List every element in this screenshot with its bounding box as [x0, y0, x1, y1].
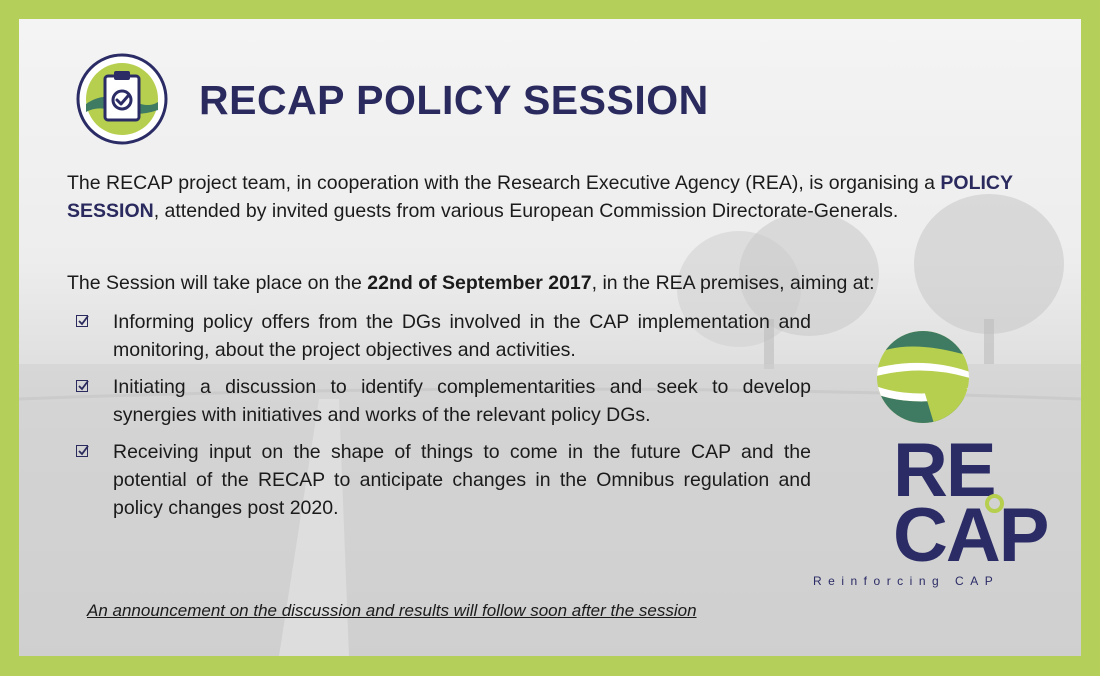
clipboard-check-icon [75, 52, 169, 146]
list-item [71, 308, 811, 364]
recap-globe-icon [873, 327, 973, 427]
checkbox-checked-icon [76, 380, 88, 392]
list-item [71, 438, 811, 522]
intro-text-end: , attended by invited guests from various European Commission Directorate-Generals. [153, 200, 899, 222]
logo-re-text: RE [893, 428, 995, 513]
intro-paragraph [67, 169, 1013, 225]
objective-text: Receiving input on the shape of things to come in the future CAP and the potential of the RECAP to anticipate changes in the Omnibus regulation and policy changes post 2020. [113, 441, 811, 519]
logo-cap-text: CAP [893, 493, 1048, 578]
objective-text: Informing policy offers from the DGs involved in the CAP implementation and monitoring, about the project objectives and activities. [113, 311, 811, 361]
session-paragraph [67, 269, 1013, 297]
page-title: RECAP POLICY SESSION [199, 77, 709, 123]
recap-logo [813, 324, 1059, 594]
checkbox-checked-icon [76, 315, 88, 327]
list-item [71, 373, 811, 429]
objectives-list [71, 308, 811, 531]
announcement-link[interactable]: An announcement on the discussion and results will follow soon after the session [87, 601, 697, 620]
session-text-end: , in the REA premises, aiming at: [591, 272, 875, 294]
poster-frame [19, 19, 1081, 656]
policy-session-highlight: POLICY SESSION [67, 172, 1013, 222]
session-date: 22nd of September 2017 [367, 272, 592, 294]
session-text: The Session will take place on the [67, 272, 368, 294]
intro-text: The RECAP project team, in cooperation with the Research Executive Agency (REA), is organising a [67, 172, 941, 194]
objective-text: Initiating a discussion to identify complementarities and seek to develop synergies with initiatives and works of the relevant policy DGs. [113, 376, 811, 426]
logo-tagline: Reinforcing CAP [813, 574, 1000, 588]
checkbox-checked-icon [76, 445, 88, 457]
